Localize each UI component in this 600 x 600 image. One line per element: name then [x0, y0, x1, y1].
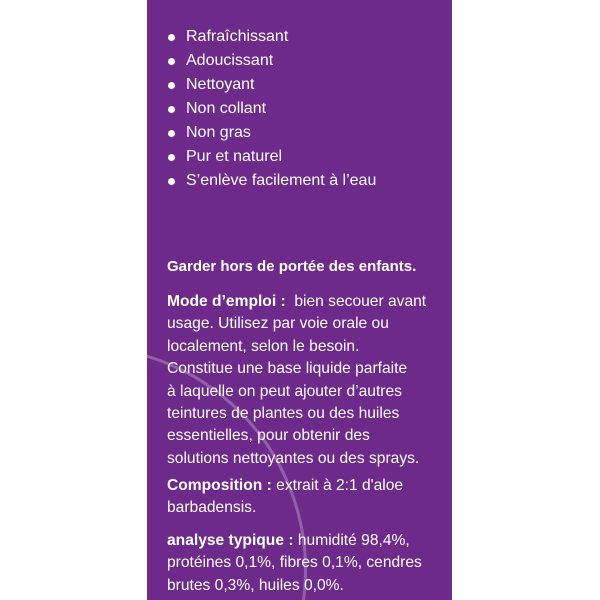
- mode-emploi-label: Mode d’emploi :: [167, 293, 286, 310]
- benefit-item: [167, 49, 376, 73]
- composition-label: Composition :: [167, 477, 272, 494]
- mode-emploi-line: Constitue une base liquide parfaite: [167, 360, 408, 378]
- bullet-icon: [168, 130, 175, 137]
- product-label-panel: [147, 0, 452, 600]
- composition-line: barbadensis.: [167, 499, 257, 517]
- mode-emploi-section: [167, 291, 452, 470]
- mode-emploi-line: localement, selon le besoin.: [167, 337, 360, 355]
- benefit-item: [167, 97, 376, 121]
- benefit-item: [167, 169, 376, 193]
- benefits-list: [167, 25, 376, 193]
- bullet-icon: [168, 178, 175, 185]
- bullet-icon: [168, 58, 175, 65]
- benefit-label: Nettoyant: [186, 76, 255, 93]
- composition-section: [167, 475, 452, 520]
- mode-emploi-line: solutions nettoyantes ou des sprays.: [167, 449, 420, 467]
- benefit-label: Rafraîchissant: [186, 28, 289, 45]
- benefit-label: Adoucissant: [186, 52, 274, 69]
- bullet-icon: [168, 34, 175, 41]
- mode-emploi-line: teintures de plantes ou des huiles: [167, 405, 400, 423]
- benefit-item: [167, 25, 376, 49]
- benefit-item: [167, 73, 376, 97]
- bullet-icon: [168, 154, 175, 161]
- benefit-label: Non collant: [186, 100, 267, 117]
- analyse-line: protéines 0,1%, fibres 0,1%, cendres: [167, 554, 422, 572]
- benefit-label: S’enlève facilement à l’eau: [186, 172, 377, 189]
- mode-emploi-line: essentielles, pour obtenir des: [167, 427, 370, 445]
- bullet-icon: [168, 106, 175, 113]
- mode-emploi-line: à laquelle on peut ajouter d’autres: [167, 382, 402, 400]
- mode-emploi-line: usage. Utilisez par voie orale ou: [167, 315, 389, 333]
- benefit-label: Non gras: [186, 124, 251, 141]
- benefit-item: [167, 121, 376, 145]
- mode-emploi-line: bien secouer avant: [294, 293, 427, 310]
- benefit-item: [167, 145, 376, 169]
- analyse-section: [167, 530, 452, 597]
- bullet-icon: [168, 82, 175, 89]
- composition-line: extrait à 2:1 d'aloe: [276, 477, 404, 494]
- benefit-label: Pur et naturel: [186, 148, 283, 165]
- warning-text: Garder hors de portée des enfants.: [167, 258, 417, 275]
- analyse-label: analyse typique :: [167, 532, 294, 549]
- analyse-line: brutes 0,3%, huiles 0,0%.: [167, 576, 344, 594]
- analyse-line: humidité 98,4%,: [297, 532, 410, 549]
